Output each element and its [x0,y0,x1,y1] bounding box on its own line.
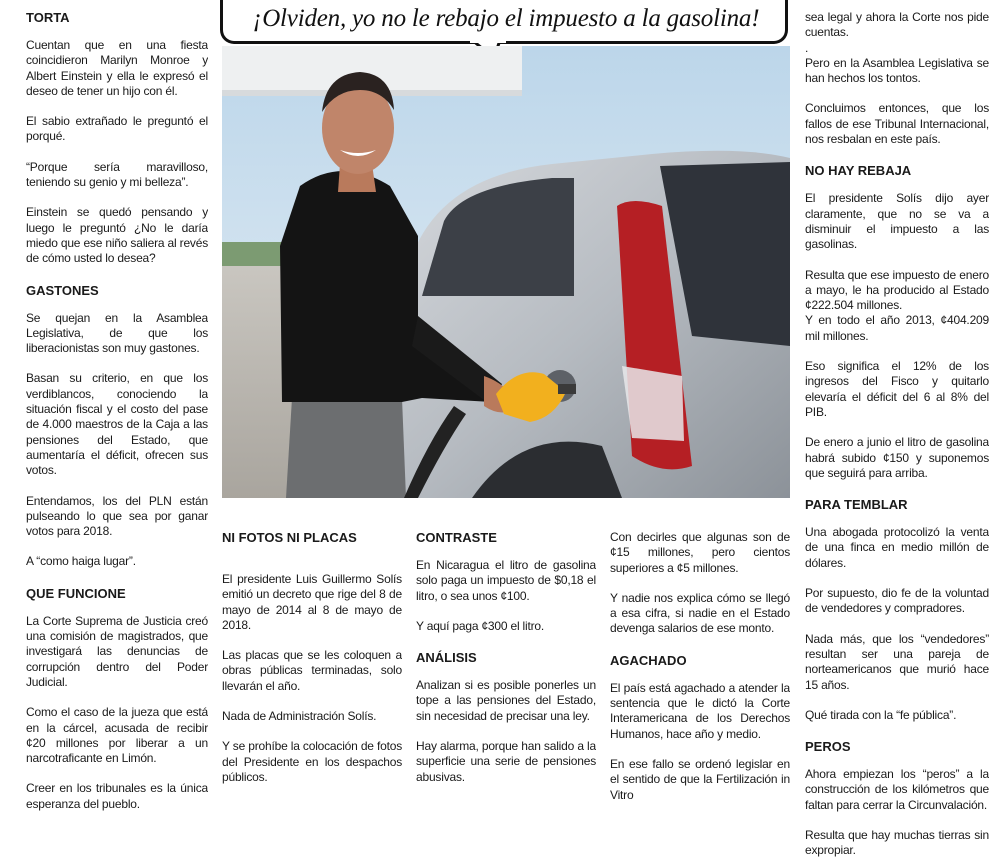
section-title-contraste: CONTRASTE [416,530,497,545]
section-title-agachado: AGACHADO [610,652,687,668]
paragraph: De enero a junio el litro de gasolina habrá subido ¢150 y suponemos que seguirá para arriba. [805,435,989,480]
paragraph: Se quejan en la Asamblea Legislativa, de que los liberacionistas son muy gastones. [26,310,208,356]
paragraph: Y aquí paga ¢300 el litro. [416,618,545,633]
paragraph: Como el caso de la jueza que está en la cárcel, acusada de recibir ¢20 millones por liberar a un narcotraficante en Limón. [26,705,208,766]
paragraph: Y nadie nos explica cómo se llegó a esa cifra, si nadie en el Estado devenga salarios de ese monto. [610,590,790,636]
speech-bubble-quote: ¡Olviden, yo no le rebajo el impuesto a la gasolina! [252,5,760,32]
paragraph: . [805,40,809,55]
paragraph: Nada de Administración Solís. [222,709,377,724]
paragraph: Einstein se quedó pensando y luego le preguntó ¿No le daría miedo que ese niño saliera al revés de cómo usted lo desea? [26,205,208,266]
paragraph: Nada más, que los “vendedores” resultan ser una pareja de norteamericanos que murió hace 15 años. [805,631,989,692]
section-title-peros: PEROS [805,739,851,755]
bottom-column-2 [416,530,596,785]
paragraph: Eso significa el 12% de los ingresos del Fisco y quitarlo elevaría el déficit del 6 al 8% del PIB. [805,359,989,419]
paragraph: Ahora empiezan los “peros” a la construcción de los kilómetros que faltan para cerrar la Circunvalación. [805,767,989,812]
paragraph: Con decirles que algunas son de ¢15 millones, pero cientos superiores a ¢5 millones. [610,530,790,575]
section-title-gastones: GASTONES [26,282,99,298]
bottom-column-3 [610,530,790,803]
paragraph: Hay alarma, porque han salido a la superficie una serie de pensiones abusivas. [416,739,596,784]
bottom-column-1 [222,530,402,785]
paragraph: Creer en los tribunales es la única esperanza del pueblo. [26,781,208,811]
paragraph: En Nicaragua el litro de gasolina solo paga un impuesto de $0,18 el litro, o sea unos ¢100. [416,558,596,603]
section-title-torta: TORTA [26,10,70,25]
paragraph: En ese fallo se ordenó legislar en el sentido de que la Fertilización in Vitro [610,756,790,802]
paragraph: El país está agachado a atender la sentencia que le dictó la Corte Interamericana de los Derechos Humanos, hace año y medio. [610,680,790,741]
paragraph: Concluimos entonces, que los fallos de ese Tribunal Internacional, nos resbalan en este país. [805,101,989,147]
paragraph: La Corte Suprema de Justicia creó una comisión de magistrados, que investigará las denuncias de corrupción dentro del Poder Judicial. [26,613,208,689]
section-title-no-hay-rebaja: NO HAY REBAJA [805,163,912,179]
paragraph: Pero en la Asamblea Legislativa se han hechos los tontos. [805,55,989,86]
paragraph: A “como haiga lugar”. [26,554,136,569]
left-column [26,10,208,812]
paragraph: El sabio extrañado le preguntó el porqué. [26,114,208,144]
section-title-ni-fotos-ni-placas: NI FOTOS NI PLACAS [222,530,357,545]
paragraph: Y en todo el año 2013, ¢404.209 mil millones. [805,313,989,343]
photo-man-fueling-car [222,46,790,498]
paragraph: “Porque sería maravilloso, teniendo su genio y mi belleza”. [26,159,208,190]
paragraph: El presidente Solís dijo ayer claramente, que no se va a disminuir el impuesto a las gasolinas. [805,191,989,252]
paragraph: Basan su criterio, en que los verdiblancos, conociendo la situación fiscal y el costo del pase de 4.000 maestros de la Caja a las pensiones del Estado, que aumentaría el déficit, ofrecen sus votos. [26,371,208,478]
paragraph: Las placas que se les coloquen a obras públicas terminadas, solo llevarán el año. [222,648,402,693]
section-title-analisis: ANÁLISIS [416,650,477,666]
paragraph: sea legal y ahora la Corte nos pide cuentas. [805,10,989,40]
paragraph: Analizan si es posible ponerles un tope a las pensiones del Estado, sin necesidad de precisar una ley. [416,678,596,723]
paragraph: Entendamos, los del PLN están pulseando lo que sea por ganar votos para 2018. [26,493,208,539]
right-column [805,10,989,859]
section-title-para-temblar: PARA TEMBLAR [805,497,908,513]
paragraph: Por supuesto, dio fe de la voluntad de vendedores y compradores. [805,586,989,616]
paragraph: El presidente Luis Guillermo Solís emitió un decreto que rige del 8 de mayo de 2014 al 8 de mayo de 2018. [222,572,402,632]
paragraph: Resulta que hay muchas tierras sin expropiar. [805,827,989,858]
paragraph: Qué tirada con la “fe pública”. [805,707,957,722]
paragraph: Y se prohíbe la colocación de fotos del Presidente en los despachos públicos. [222,739,402,784]
section-title-que-funcione: QUE FUNCIONE [26,585,126,601]
paragraph: Resulta que ese impuesto de enero a mayo, le ha producido al Estado ¢222.504 millones. [805,267,989,313]
paragraph: Cuentan que en una fiesta coincidieron Marilyn Monroe y Albert Einstein y ella le expresó el deseo de tener un hijo con él. [26,38,208,98]
paragraph: Una abogada protocolizó la venta de una finca en medio millón de dólares. [805,525,989,570]
